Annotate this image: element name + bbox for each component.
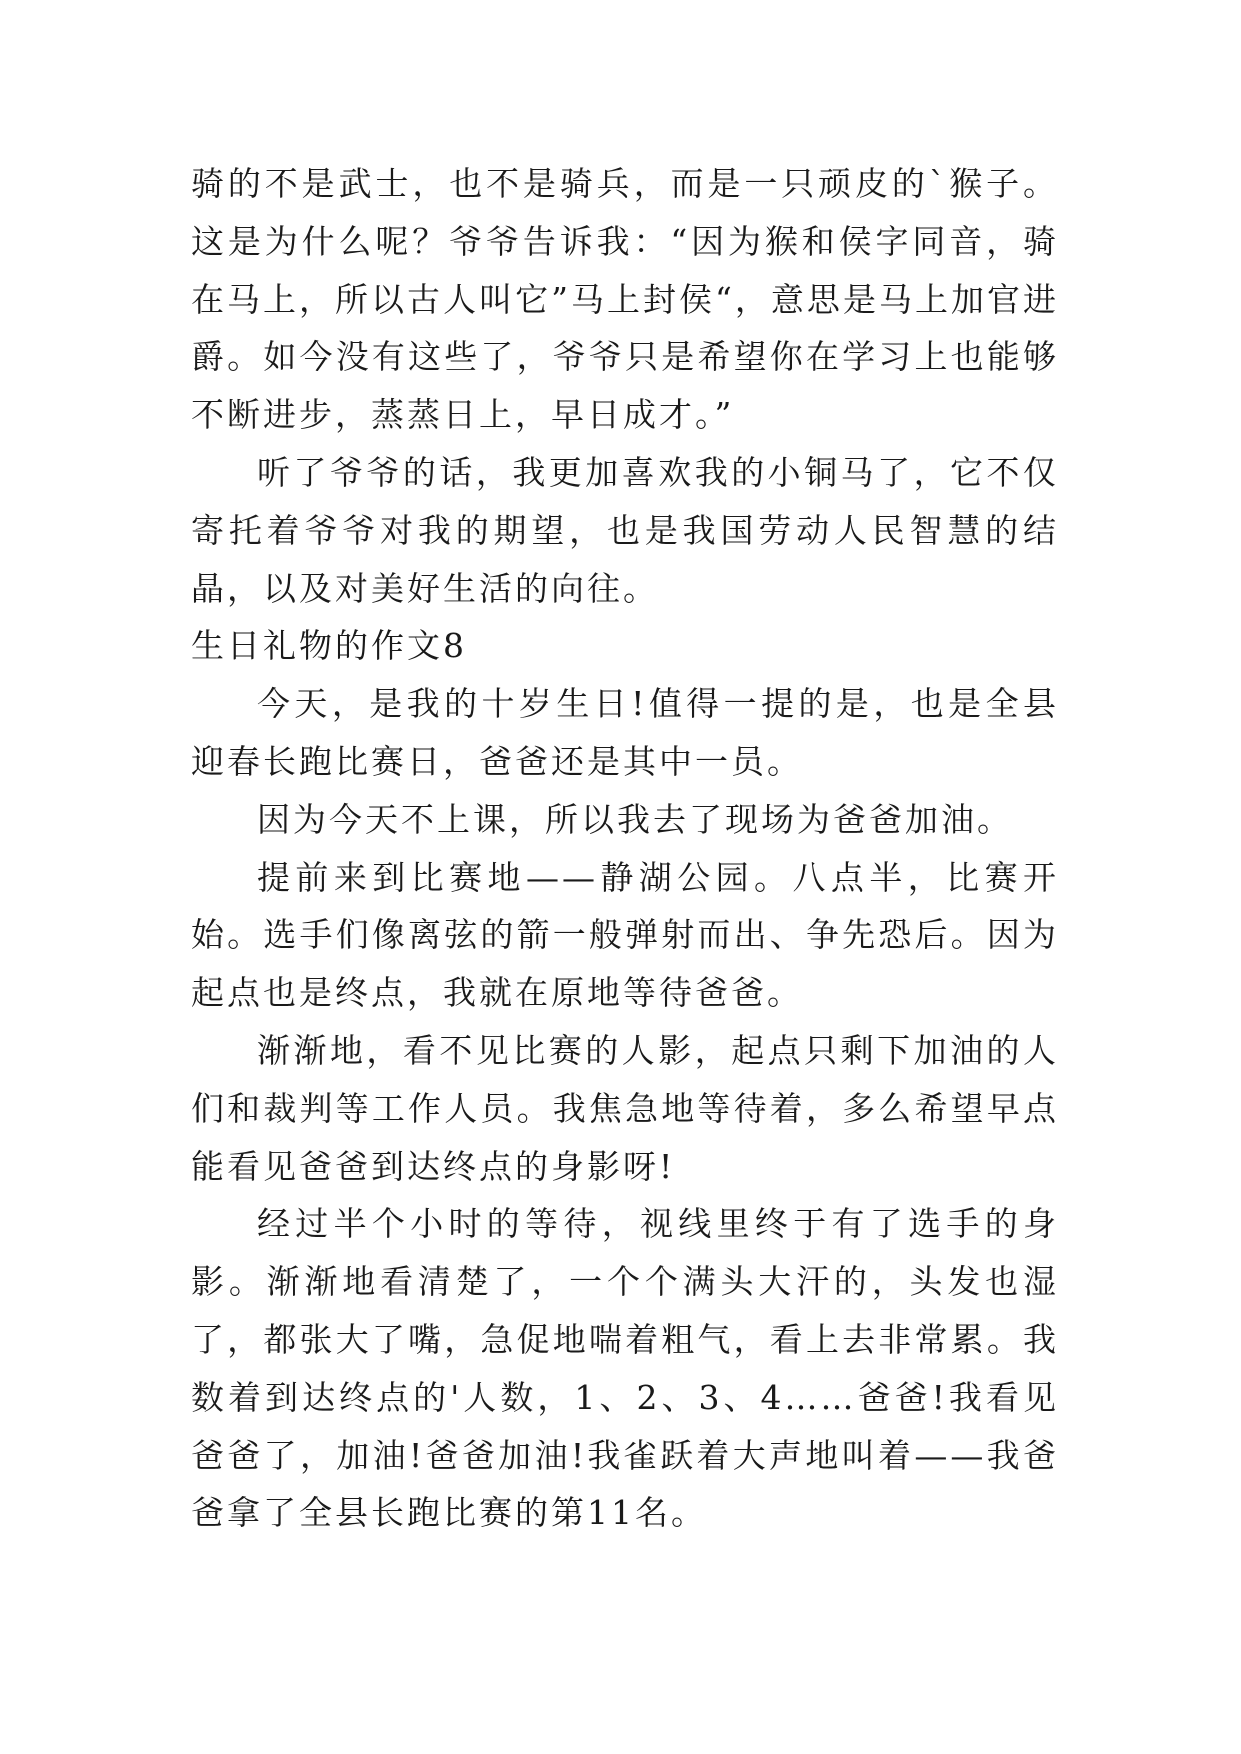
section-heading: 生日礼物的作文8 xyxy=(191,626,467,666)
paragraph: 经过半个小时的等待，视线里终于有了选手的身影。渐渐地看清楚了，一个个满头大汗的，头发也湿了，都张大了嘴，急促地喘着粗气，看上去非常累。我数着到达终点的'人数，1、2、3、4……爸爸!我看见爸爸了，加油!爸爸加油!我雀跃着大声地叫着——我爸爸拿了全县长跑比赛的第11名。 xyxy=(191,1204,1059,1533)
paragraph: 听了爷爷的话，我更加喜欢我的小铜马了，它不仅寄托着爷爷对我的期望，也是我国劳动人民智慧的结晶，以及对美好生活的向往。 xyxy=(191,452,1059,608)
paragraph: 因为今天不上课，所以我去了现场为爸爸加油。 xyxy=(257,799,1013,839)
paragraph: 提前来到比赛地——静湖公园。八点半，比赛开始。选手们像离弦的箭一般弹射而出、争先恐后。因为起点也是终点，我就在原地等待爸爸。 xyxy=(191,857,1059,1013)
paragraph: 渐渐地，看不见比赛的人影，起点只剩下加油的人们和裁判等工作人员。我焦急地等待着，多么希望早点能看见爸爸到达终点的身影呀! xyxy=(191,1030,1059,1186)
paragraph: 骑的不是武士，也不是骑兵，而是一只顽皮的`猴子。这是为什么呢？爷爷告诉我：“因为猴和侯字同音，骑在马上，所以古人叫它”马上封侯“，意思是马上加官进爵。如今没有这些了，爷爷只是希望你在学习上也能够不断进步，蒸蒸日上，早日成才。” xyxy=(191,164,1059,435)
paragraph: 今天，是我的十岁生日!值得一提的是，也是全县迎春长跑比赛日，爸爸还是其中一员。 xyxy=(191,684,1059,781)
document-page xyxy=(191,155,1059,1542)
